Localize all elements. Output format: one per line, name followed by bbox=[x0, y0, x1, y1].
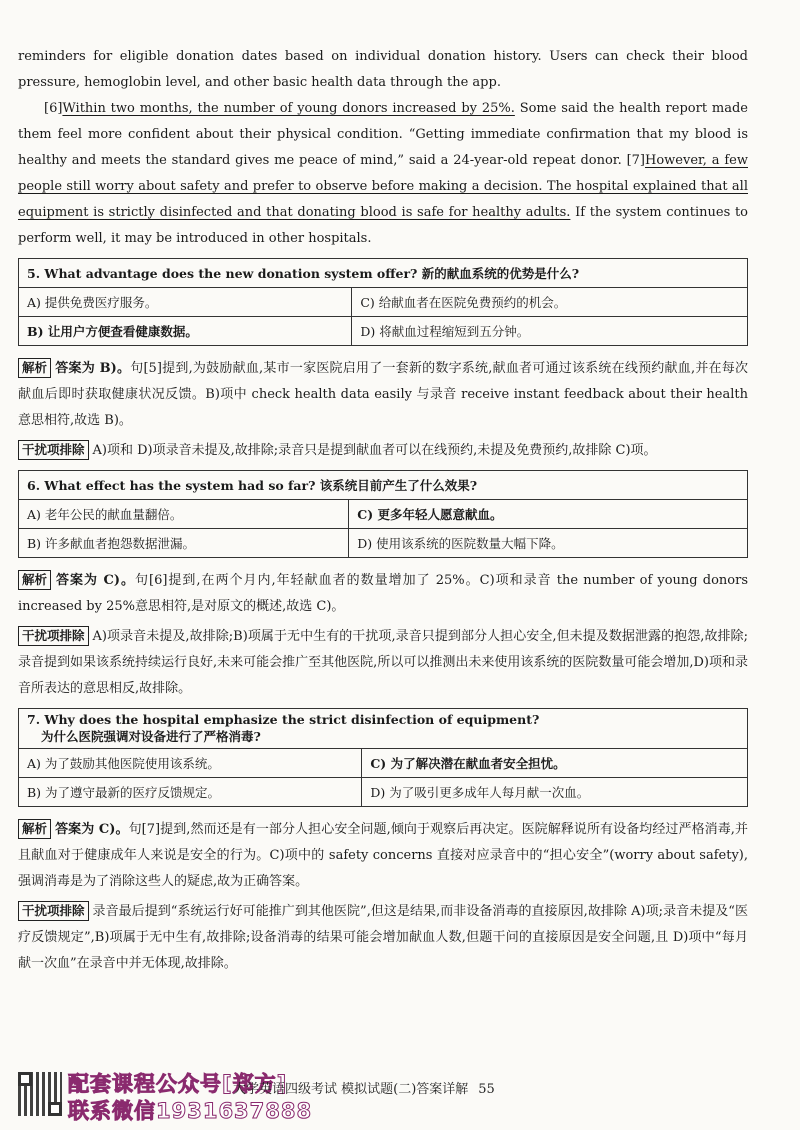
sentence-marker-7: [7] bbox=[626, 153, 645, 168]
distractor-text: A)项和 D)项录音未提及,故排除;录音只是提到献血者可以在线预约,未提及免费预约,故排除 C)项。 bbox=[92, 443, 657, 458]
question-table-6 bbox=[18, 470, 748, 558]
passage-intro: reminders for eligible donation dates based on individual donation history. Users can check their blood pressure, hemoglobin level, and other basic health data through the app. bbox=[18, 49, 748, 90]
answer-text: 答案为 C)。 bbox=[55, 822, 129, 837]
question-stem: 5. What advantage does the new donation system offer? 新的献血系统的优势是什么? bbox=[19, 259, 748, 288]
distractor-paragraph bbox=[18, 624, 748, 702]
question-stem: 6. What effect has the system had so far? 该系统目前产生了什么效果? bbox=[19, 471, 748, 500]
analysis-tag: 解析 bbox=[18, 358, 51, 378]
question-table-5 bbox=[18, 258, 748, 346]
analysis-text: 句[6]提到,在两个月内,年轻献血者的数量增加了 25%。C)项和录音 the number of young donors increased by 25%意思相符,是对原文的概述,故选 C)。 bbox=[18, 573, 748, 614]
analysis-text: 句[5]提到,为鼓励献血,某市一家医院启用了一套新的数字系统,献血者可通过该系统在线预约献血,并在每次献血后即时获取健康状况反馈。B)项中 check health data easily 与录音 receive instant feedback about their health 意思相符,故选 B)。 bbox=[18, 361, 748, 428]
option-a: A) 老年公民的献血量翻倍。 bbox=[19, 500, 349, 529]
qr-code-icon bbox=[18, 1072, 62, 1116]
distractor-text: 录音最后提到“系统运行好可能推广到其他医院”,但这是结果,而非设备消毒的直接原因,故排除 A)项;录音未提及“医疗反馈规定”,B)项属于无中生有,故排除;设备消毒的结果可能会增加献血人数,但题干问的直接原因是安全问题,且 D)项中“每月献一次血”在录音中并无体现,故排除。 bbox=[18, 904, 748, 971]
sentence-marker-6: [6] bbox=[44, 101, 63, 116]
question-table-7 bbox=[18, 708, 748, 807]
watermark-contact: 联系微信1931637888 bbox=[68, 1099, 313, 1123]
option-a: A) 提供免费医疗服务。 bbox=[19, 288, 352, 317]
option-c-correct: C) 更多年轻人愿意献血。 bbox=[349, 500, 748, 529]
option-b-correct: B) 让用户方便查看健康数据。 bbox=[19, 317, 352, 346]
option-d: D) 将献血过程缩短到五分钟。 bbox=[352, 317, 748, 346]
analysis-paragraph bbox=[18, 568, 748, 620]
distractor-paragraph bbox=[18, 899, 748, 977]
question-stem-chinese: 为什么医院强调对设备进行了严格消毒? bbox=[41, 729, 261, 744]
distractor-tag: 干扰项排除 bbox=[18, 626, 89, 646]
option-c: C) 给献血者在医院免费预约的机会。 bbox=[352, 288, 748, 317]
option-d: D) 使用该系统的医院数量大幅下降。 bbox=[349, 529, 748, 558]
answer-text: 答案为 C)。 bbox=[55, 573, 136, 588]
passage-middle-text: Some said the health report made them feel more confident about their physical condition. “Getting immediate confirmation that my blood is healthy and meets the standard gives me peace of mind,” said a 24-year-old repeat donor. bbox=[18, 101, 748, 168]
analysis-tag: 解析 bbox=[18, 570, 51, 590]
distractor-paragraph bbox=[18, 438, 748, 464]
page-content bbox=[18, 44, 748, 981]
option-c-correct: C) 为了解决潜在献血者安全担忧。 bbox=[362, 749, 748, 778]
option-b: B) 许多献血者抱怨数据泄漏。 bbox=[19, 529, 349, 558]
book-title: 大学英语四级考试 模拟试题(二)答案详解 bbox=[233, 1082, 469, 1097]
distractor-text: A)项录音未提及,故排除;B)项属于无中生有的干扰项,录音只提到部分人担心安全,但未提及数据泄露的抱怨,故排除;录音提到如果该系统持续运行良好,未来可能会推广至其他医院,所以可以推测出未来使用该系统的医院数量可能会增加,D)项和录音所表达的意思相反,故排除。 bbox=[18, 629, 748, 696]
distractor-tag: 干扰项排除 bbox=[18, 901, 89, 921]
running-footer bbox=[223, 1078, 495, 1097]
analysis-paragraph bbox=[18, 356, 748, 434]
page-footer bbox=[18, 1068, 778, 1123]
analysis-paragraph bbox=[18, 817, 748, 895]
underlined-sentence-6: Within two months, the number of young donors increased by 25%. bbox=[62, 101, 515, 116]
analysis-tag: 解析 bbox=[18, 819, 51, 839]
underlined-sentence-7: However, a few people still worry about safety and prefer to observe before making a decision. The hospital explained that all equipment is strictly disinfected and that donating blood is safe for healthy adults. bbox=[18, 153, 748, 220]
distractor-tag: 干扰项排除 bbox=[18, 440, 89, 460]
passage-paragraph bbox=[18, 96, 748, 252]
passage-end-text: If the system continues to perform well, it may be introduced in other hospitals. bbox=[18, 205, 748, 246]
option-a: A) 为了鼓励其他医院使用该系统。 bbox=[19, 749, 362, 778]
analysis-text: 句[7]提到,然而还是有一部分人担心安全问题,倾向于观察后再决定。医院解释说所有设备均经过严格消毒,并且献血对于健康成年人来说是安全的行为。C)项中的 safety concerns 直接对应录音中的“担心安全”(worry about safety),强调消毒是为了消除这些人的疑虑,故为正确答案。 bbox=[18, 822, 749, 889]
question-stem: 7. Why does the hospital emphasize the strict disinfection of equipment? 为什么医院强调对设备进行了严格消毒? bbox=[19, 709, 748, 749]
watermark-course: 配套课程公众号[郑方] bbox=[68, 1072, 288, 1096]
answer-text: 答案为 B)。 bbox=[55, 361, 131, 376]
page-number: 55 bbox=[478, 1082, 495, 1097]
option-d: D) 为了吸引更多成年人每月献一次血。 bbox=[362, 778, 748, 807]
option-b: B) 为了遵守最新的医疗反馈规定。 bbox=[19, 778, 362, 807]
